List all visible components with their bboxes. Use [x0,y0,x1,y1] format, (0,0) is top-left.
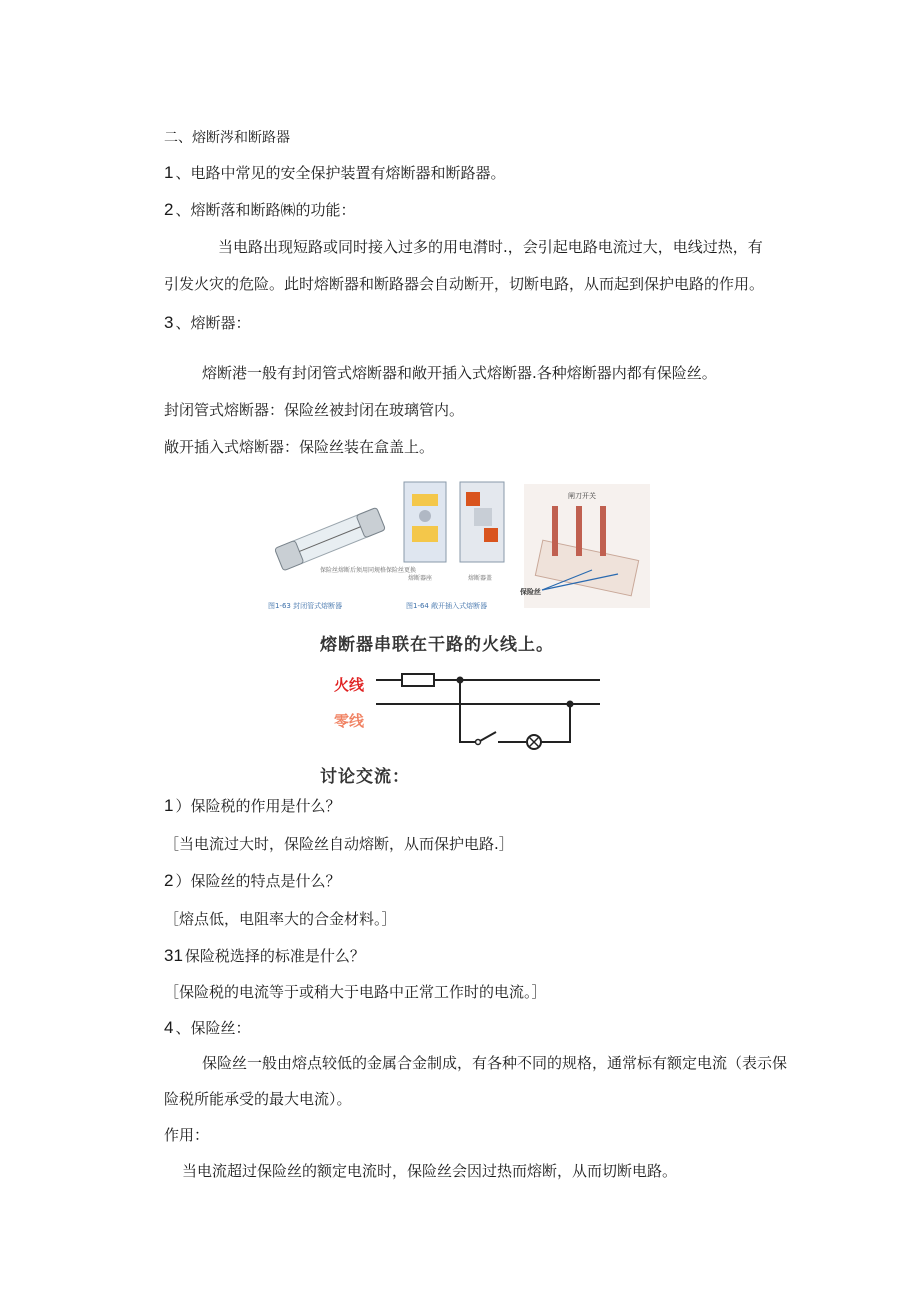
question-number: 31 [164,946,183,965]
knife-switch-label: 闸刀开关 [568,492,596,500]
question-text: ）保险税的作用是什么？ [175,797,341,815]
answer-2: ［熔点低，电阻率大的合金材料。］ [164,910,397,928]
fuse-symbol [402,674,434,686]
item-4 [164,1018,250,1038]
item-3 [164,313,250,333]
fig64-caption: 图1-64 敞开插入式熔断器 [406,602,488,610]
fuse-wire-label: 保险丝 [520,588,541,596]
question-text: ）保险丝的特点是什么？ [175,872,341,890]
item-2 [164,200,355,220]
fig63-caption: 图1-63 封闭管式熔断器 [268,602,343,610]
paragraph-line: 当电路出现短路或同时接入过多的用电潸时.，会引起电路电流过大，电线过热，有 [218,238,763,256]
paragraph-line: 当电流超过保险丝的额定电流时，保险丝会因过热而熔断，从而切断电路。 [182,1162,678,1180]
knife-switch-image [524,484,650,608]
paragraph-line: 险税所能承受的最大电流）。 [164,1090,352,1108]
box-label-2: 熔断器盖 [468,575,493,582]
neutral-wire-label: 零线 [334,712,365,730]
question-2 [164,871,340,891]
fuse-photos-figure [262,478,658,616]
item-number: 3 [164,313,174,332]
item-text: 、熔断器： [175,314,251,332]
circuit-diagram [376,660,608,750]
paragraph-line: 封闭管式熔断器：保险丝被封闭在玻璃管内。 [164,401,465,419]
box-label-1: 熔断器座 [408,575,433,582]
question-number: 1 [164,796,174,815]
paragraph-line: 敞开插入式熔断器：保险丝装在盒盖上。 [164,438,435,456]
paragraph-line: 熔断港一般有封闭管式熔断器和敞开插入式熔断器.各种熔断器内都有保险丝。 [202,364,717,382]
answer-3: ［保险税的电流等于或稍大于电路中正常工作时的电流。］ [164,983,547,1001]
section-title: 二、熔断涔和断路器 [164,130,290,146]
live-wire-label: 火线 [334,676,365,694]
fuse-note: 保险丝熔断后须用同规格保险丝更换 [320,567,417,574]
answer-1: ［当电流过大时，保险丝自动熔断，从而保护电路.］ [164,835,514,853]
question-1 [164,796,340,816]
paragraph-line: 保险丝一般由熔点较低的金属合金制成，有各种不同的规格，通常标有额定电流（表示保 [202,1054,788,1072]
switch-symbol [480,732,496,741]
item-number: 1 [164,163,174,182]
question-number: 2 [164,871,174,890]
question-3 [164,946,365,966]
item-number: 4 [164,1018,174,1037]
item-number: 2 [164,200,174,219]
circuit-title: 熔断器串联在干路的火线上。 [320,635,554,655]
discussion-heading: 讨论交流： [320,767,410,787]
question-text: 保险税选择的标准是什么？ [184,947,365,965]
item-text: 、保险丝： [175,1019,251,1037]
paragraph-line: 引发火灾的危险。此时熔断器和断路器会自动断开，切断电路，从而起到保护电路的作用。 [164,275,765,293]
function-label: 作用： [164,1126,210,1144]
item-text: 、熔断落和断路㈱的功能： [175,201,356,219]
item-text: 、电路中常见的安全保护装置有熔断器和断路器。 [175,164,506,182]
item-1 [164,163,505,183]
